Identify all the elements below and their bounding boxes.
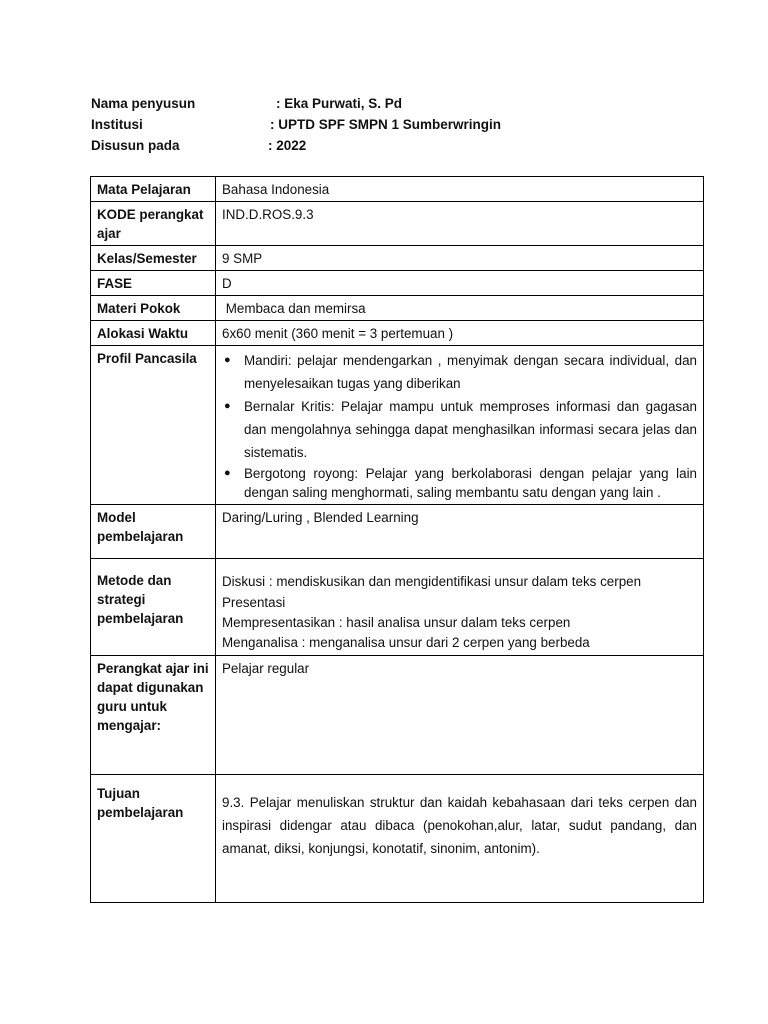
header-value: : Eka Purwati, S. Pd (276, 96, 403, 111)
row-value: Bahasa Indonesia (216, 177, 704, 202)
header-label: Institusi (91, 117, 143, 132)
row-value: 6x60 menit (360 menit = 3 pertemuan ) (216, 321, 704, 346)
header-value: : UPTD SPF SMPN 1 Sumberwringin (270, 117, 502, 132)
row-label: Perangkat ajar ini dapat digunakan guru untuk mengajar: (91, 656, 216, 775)
table-row-perangkat (91, 656, 704, 775)
row-label: Alokasi Waktu (91, 321, 216, 346)
row-value (216, 775, 704, 903)
row-label: Tujuan pembelajaran (91, 775, 216, 903)
table-row-fase (91, 271, 704, 296)
table-row-model (91, 505, 704, 559)
list-item: ● Bergotong royong: Pelajar yang berkolaborasi dengan pelajar yang lain dengan saling menghormati, saling membantu satu dengan yang lain . (222, 464, 697, 502)
table-row-tujuan (91, 775, 704, 903)
row-value: Membaca dan memirsa (216, 296, 704, 321)
row-value: Daring/Luring , Blended Learning (216, 505, 704, 559)
row-label: Metode dan strategi pembelajaran (91, 559, 216, 656)
row-value: IND.D.ROS.9.3 (216, 202, 704, 246)
row-label: Kelas/Semester (91, 246, 216, 271)
row-value: D (216, 271, 704, 296)
row-label: Profil Pancasila (91, 346, 216, 505)
table-row-kode (91, 202, 704, 246)
metode-line: Mempresentasikan : hasil analisa unsur dalam teks cerpen (222, 615, 571, 630)
header-value: : 2022 (268, 138, 307, 153)
table-row-profil (91, 346, 704, 505)
row-label: Model pembelajaran (91, 505, 216, 559)
row-value (216, 346, 704, 505)
table-row-mata-pelajaran (91, 177, 704, 202)
row-label: KODE perangkat ajar (91, 202, 216, 246)
list-item: ● Bernalar Kritis: Pelajar mampu untuk memproses informasi dan gagasan dan mengolahnya sehingga dapat menghasilkan informasi secara jelas dan sistematis. (222, 395, 697, 464)
header-label: Disusun pada (91, 138, 180, 153)
table-row-materi (91, 296, 704, 321)
row-value: Pelajar regular (216, 656, 704, 775)
list-item: ● Mandiri: pelajar mendengarkan , menyimak dengan secara individual, dan menyelesaikan tugas yang diberikan (222, 349, 697, 395)
table-row-alokasi (91, 321, 704, 346)
row-value (216, 559, 704, 656)
metode-line: Menganalisa : menganalisa unsur dari 2 cerpen yang berbeda (222, 635, 590, 650)
row-label: FASE (91, 271, 216, 296)
row-value: 9 SMP (216, 246, 704, 271)
table-row-kelas (91, 246, 704, 271)
header-label: Nama penyusun (91, 96, 196, 111)
profil-list (222, 349, 697, 502)
lesson-info-table (90, 176, 704, 903)
row-label: Materi Pokok (91, 296, 216, 321)
metode-line: Presentasi (222, 595, 286, 610)
table-row-metode (91, 559, 704, 656)
row-label: Mata Pelajaran (91, 177, 216, 202)
metode-line: Diskusi : mendiskusikan dan mengidentifikasi unsur dalam teks cerpen (222, 574, 642, 589)
tujuan-text: 9.3. Pelajar menuliskan struktur dan kaidah kebahasaan dari teks cerpen dan inspirasi didengar atau dibaca (penokohan,alur, latar, sudut pandang, dan amanat, diksi, konjungsi, konotatif, sinonim, antonim). (222, 795, 697, 856)
